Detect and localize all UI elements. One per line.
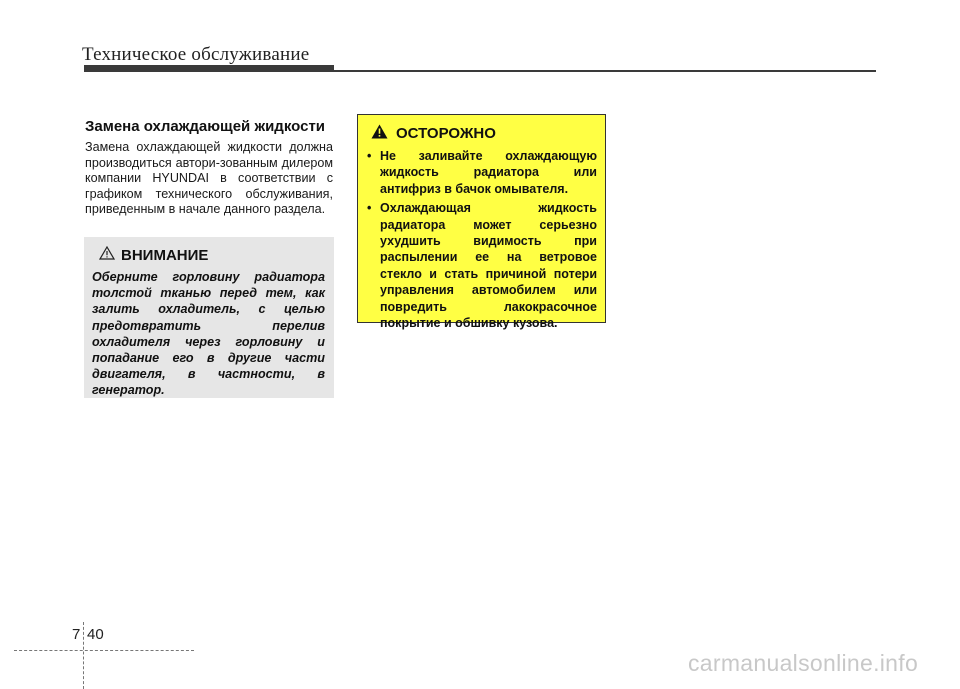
warning-item-text: Не заливайте охлаждающую жидкость радиатора или антифриз в бачок омывателя. [380,149,597,196]
notice-text: Оберните горловину радиатора толстой тканью перед тем, как залить охладитель, с целью предотвратить перелив охладителя через горловину и попадание его в другие части двигателя, в частности, в генератор. [92,270,325,398]
warning-triangle-filled-icon [371,124,388,143]
notice-title: ВНИМАНИЕ [121,246,209,264]
notice-header [92,245,325,265]
page-number: 40 [87,626,104,643]
page-header-title: Техническое обслуживание [82,44,310,65]
header-accent-bar [84,65,334,72]
warning-item: • Охлаждающая жидкость радиатора может серьезно ухудшить видимость при распылении ее на ветровое стекло и стать причиной потери управления автомобилем или повредить лакокрасочное покрытие и обшивку кузова. [367,201,597,331]
watermark-text: carmanualsonline.info [688,650,919,676]
notice-box [84,237,334,398]
warning-item-text: Охлаждающая жидкость радиатора может серьезно ухудшить видимость при распылении ее на ветровое стекло и стать причиной потери управления автомобилем или повредить лакокрасочное покрытие и обшивку кузова. [380,201,597,331]
header-rule [334,70,876,72]
warning-title: ОСТОРОЖНО [396,124,496,142]
warning-list [365,148,597,331]
chapter-number: 7 [72,626,81,643]
warning-box [357,114,606,331]
warning-header [365,123,597,143]
footer-divider-vertical [83,622,84,689]
warning-item: • Не заливайте охлаждающую жидкость радиатора или антифриз в бачок омывателя. [367,149,597,196]
footer-divider-horizontal [14,650,194,651]
section-body-text: Замена охлаждающей жидкости должна производиться автори-зованным дилером компании HYUNDAI в соответствии с графиком технического обслуживания, приведенным в начале данного раздела. [85,140,333,217]
section-heading: Замена охлаждающей жидкости [85,118,326,135]
caution-triangle-outline-icon [99,246,115,264]
